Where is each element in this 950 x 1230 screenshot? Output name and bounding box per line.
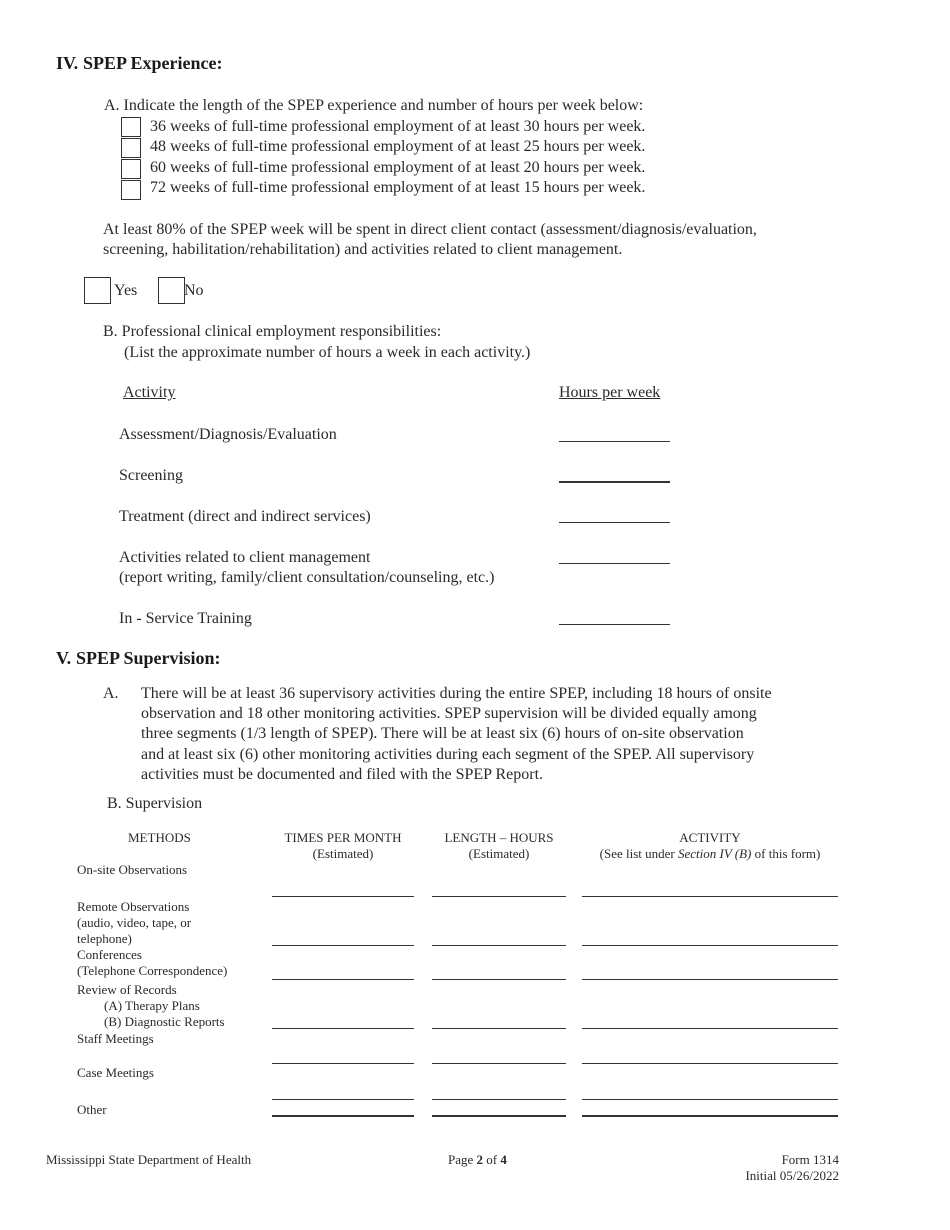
activity-treatment: Treatment (direct and indirect services)	[119, 508, 371, 525]
section-iv-a-intro: A. Indicate the length of the SPEP experience and number of hours per week below:	[104, 97, 644, 114]
no-label: No	[184, 282, 204, 299]
case-length-field[interactable]	[432, 1099, 566, 1100]
option-72-weeks-checkbox[interactable]	[121, 180, 141, 200]
method-remote-detail1: (audio, video, tape, or	[77, 915, 192, 930]
method-remote-observations: Remote Observations	[77, 899, 190, 914]
hours-in-service-training-field[interactable]	[559, 624, 670, 625]
times-per-month-column-header: TIMES PER MONTH	[284, 830, 402, 845]
case-times-field[interactable]	[272, 1099, 414, 1100]
staff-times-field[interactable]	[272, 1063, 414, 1064]
conferences-activity-field[interactable]	[582, 979, 838, 980]
records-length-field[interactable]	[432, 1028, 566, 1029]
times-per-month-sub: (Estimated)	[312, 846, 374, 861]
section-iv-title: SPEP Experience:	[83, 53, 223, 73]
onsite-times-field[interactable]	[272, 896, 414, 897]
option-36-weeks-label: 36 weeks of full-time professional employment of at least 30 hours per week.	[150, 118, 646, 135]
conferences-times-field[interactable]	[272, 979, 414, 980]
section-v-b-title: B. Supervision	[107, 795, 203, 812]
section-iv-b-title: B. Professional clinical employment responsibilities:	[103, 323, 442, 340]
client-contact-text-line2: screening, habilitation/rehabilitation) and activities related to client management.	[103, 241, 623, 258]
hours-client-management-field[interactable]	[559, 563, 670, 564]
section-v-title: SPEP Supervision:	[76, 648, 221, 668]
activity-client-management-detail: (report writing, family/client consultation/counseling, etc.)	[119, 569, 495, 586]
methods-column-header: METHODS	[128, 830, 191, 845]
hours-assessment-field[interactable]	[559, 441, 670, 442]
other-times-field[interactable]	[272, 1115, 414, 1117]
footer-page-number: Page 2 of 4	[448, 1152, 507, 1167]
length-hours-sub: (Estimated)	[468, 846, 530, 861]
records-activity-field[interactable]	[582, 1028, 838, 1029]
option-48-weeks-checkbox[interactable]	[121, 138, 141, 158]
method-conferences: Conferences	[77, 947, 142, 962]
no-checkbox[interactable]	[158, 277, 185, 304]
method-therapy-plans: (A) Therapy Plans	[104, 998, 200, 1013]
staff-activity-field[interactable]	[582, 1063, 838, 1064]
activity-column-header-v: ACTIVITY	[679, 830, 741, 845]
case-activity-field[interactable]	[582, 1099, 838, 1100]
remote-times-field[interactable]	[272, 945, 414, 946]
option-48-weeks-label: 48 weeks of full-time professional employment of at least 25 hours per week.	[150, 138, 646, 155]
hours-screening-field[interactable]	[559, 481, 670, 483]
client-contact-text-line1: At least 80% of the SPEP week will be spent in direct client contact (assessment/diagnosis/evaluation,	[103, 221, 757, 238]
remote-length-field[interactable]	[432, 945, 566, 946]
method-diagnostic-reports: (B) Diagnostic Reports	[104, 1014, 225, 1029]
section-v-a-line3: three segments (1/3 length of SPEP). There will be at least six (6) hours of on-site observation	[141, 725, 744, 742]
method-staff-meetings: Staff Meetings	[77, 1031, 154, 1046]
section-v-a-line5: activities must be documented and filed with the SPEP Report.	[141, 766, 544, 783]
activity-screening: Screening	[119, 467, 183, 484]
footer-organization: Mississippi State Department of Health	[46, 1152, 252, 1167]
remote-activity-field[interactable]	[582, 945, 838, 946]
section-v-a-line1: There will be at least 36 supervisory activities during the entire SPEP, including 18 hours of onsite	[141, 685, 772, 702]
section-iv-b-subtitle: (List the approximate number of hours a week in each activity.)	[124, 344, 531, 361]
hours-per-week-column-header: Hours per week	[559, 384, 661, 401]
activity-column-header: Activity	[123, 384, 176, 401]
footer-form-number: Form 1314	[781, 1152, 839, 1167]
activity-client-management: Activities related to client management	[119, 549, 371, 566]
conferences-length-field[interactable]	[432, 979, 566, 980]
length-hours-column-header: LENGTH – HOURS	[444, 830, 554, 845]
other-activity-field[interactable]	[582, 1115, 838, 1117]
section-v-a-line2: observation and 18 other monitoring activities. SPEP supervision will be divided equally among	[141, 705, 757, 722]
yes-checkbox[interactable]	[84, 277, 111, 304]
method-remote-detail2: telephone)	[77, 931, 132, 946]
method-conferences-detail: (Telephone Correspondence)	[77, 963, 228, 978]
method-onsite-observations: On-site Observations	[77, 862, 188, 877]
section-v-a-line4: and at least six (6) other monitoring activities during each segment of the SPEP. All supervisory	[141, 746, 755, 763]
section-iv-number: IV.	[56, 53, 79, 73]
option-60-weeks-label: 60 weeks of full-time professional employment of at least 20 hours per week.	[150, 159, 646, 176]
records-times-field[interactable]	[272, 1028, 414, 1029]
onsite-length-field[interactable]	[432, 896, 566, 897]
method-case-meetings: Case Meetings	[77, 1065, 154, 1080]
option-36-weeks-checkbox[interactable]	[121, 117, 141, 137]
section-v-number: V.	[56, 648, 72, 668]
other-length-field[interactable]	[432, 1115, 566, 1117]
activity-column-sub: (See list under Section IV (B) of this form)	[599, 846, 821, 861]
onsite-activity-field[interactable]	[582, 896, 838, 897]
section-v-a-label: A.	[103, 685, 119, 702]
yes-label: Yes	[114, 282, 138, 299]
method-review-of-records: Review of Records	[77, 982, 177, 997]
method-other: Other	[77, 1102, 107, 1117]
option-60-weeks-checkbox[interactable]	[121, 159, 141, 179]
activity-assessment: Assessment/Diagnosis/Evaluation	[119, 426, 337, 443]
option-72-weeks-label: 72 weeks of full-time professional employment of at least 15 hours per week.	[150, 179, 646, 196]
activity-in-service-training: In - Service Training	[119, 610, 252, 627]
hours-treatment-field[interactable]	[559, 522, 670, 523]
staff-length-field[interactable]	[432, 1063, 566, 1064]
footer-initial-date: Initial 05/26/2022	[745, 1168, 839, 1183]
